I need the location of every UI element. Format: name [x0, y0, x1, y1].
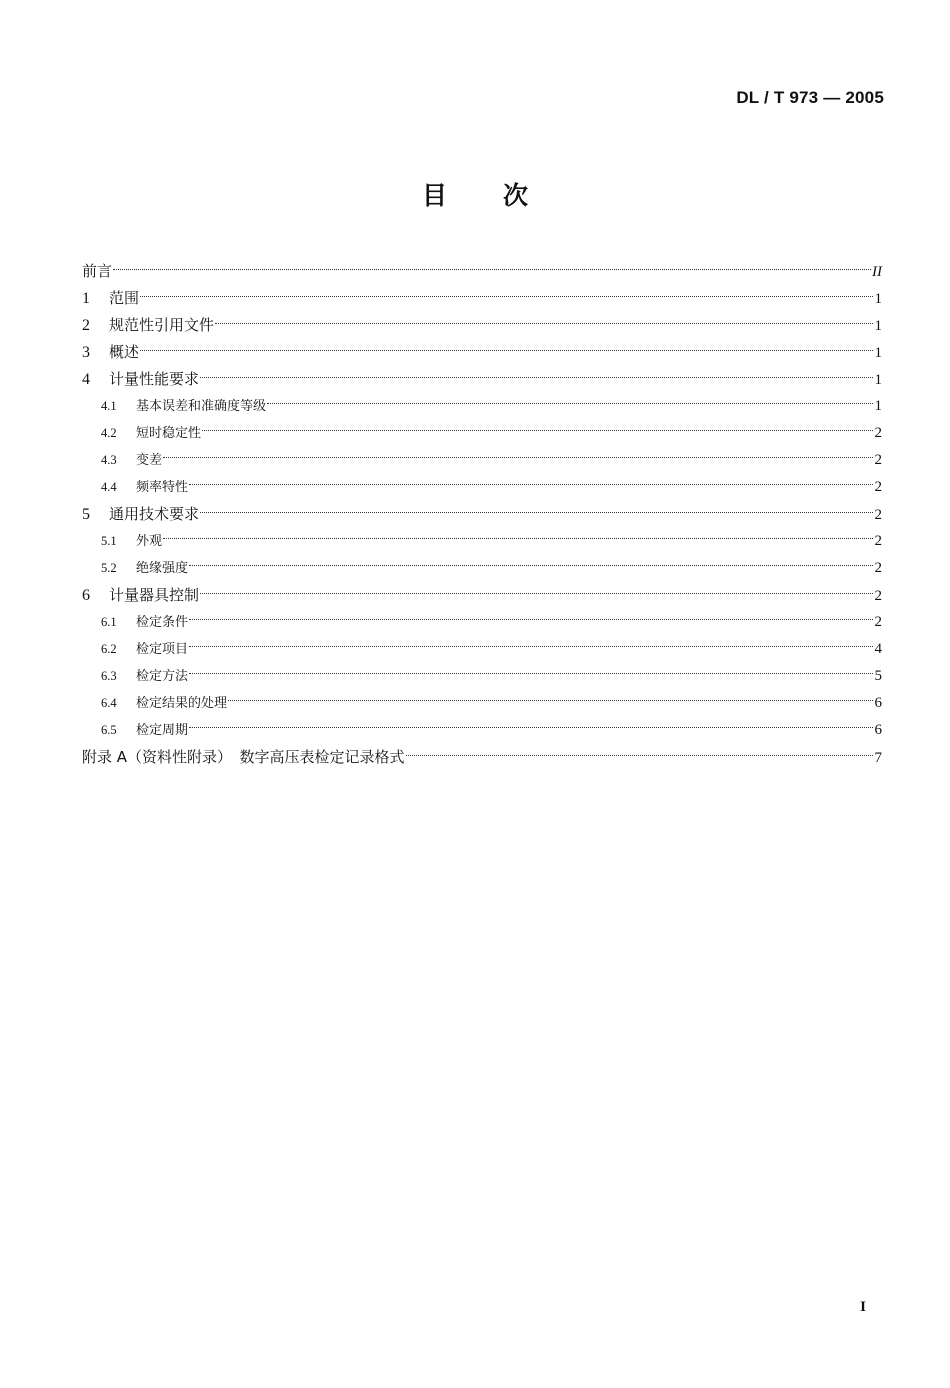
toc-entry[interactable] — [82, 393, 882, 420]
toc-entry-title: 概述 — [109, 343, 140, 361]
toc-entry-title: 前言 — [82, 262, 113, 280]
toc-entry-title: 规范性引用文件 — [109, 316, 215, 334]
toc-entry-title: 附录 A（资料性附录） 数字高压表检定记录格式 — [82, 748, 405, 766]
toc-entry[interactable] — [82, 555, 882, 582]
toc-entry[interactable] — [82, 636, 882, 663]
toc-leader-dots — [189, 619, 873, 620]
toc-entry-number: 4.1 — [101, 399, 117, 413]
toc-entry[interactable] — [82, 501, 882, 528]
toc-entry-page: 2 — [874, 452, 882, 468]
toc-entry-page: 2 — [874, 425, 882, 441]
toc-entry[interactable] — [82, 447, 882, 474]
toc-entry-title: 检定项目 — [136, 642, 189, 657]
toc-leader-dots — [202, 430, 873, 431]
toc-entry-page: 2 — [874, 507, 882, 523]
toc-entry-number: 4.3 — [101, 453, 117, 467]
toc-entry-title: 范围 — [109, 289, 140, 307]
toc-entry-number: 2 — [82, 317, 90, 334]
toc-entry-page: 4 — [874, 641, 882, 657]
toc-leader-dots — [200, 512, 873, 513]
document-code: DL / T 973 — 2005 — [736, 88, 884, 107]
toc-entry-number: 4.4 — [101, 480, 117, 494]
toc-entry-title: 变差 — [136, 453, 163, 468]
toc-entry-page: 6 — [874, 722, 882, 738]
toc-leader-dots — [228, 700, 873, 701]
toc-entry-number: 6.2 — [101, 642, 117, 656]
toc-entry-title: 外观 — [136, 534, 163, 549]
toc-entry-number: 6.4 — [101, 696, 117, 710]
toc-leader-dots — [215, 323, 873, 324]
toc-entry-page: 5 — [874, 668, 882, 684]
toc-leader-dots — [189, 673, 873, 674]
toc-entry[interactable] — [82, 366, 882, 393]
toc-entry-number: 3 — [82, 344, 90, 361]
toc-entry-page: 2 — [874, 479, 882, 495]
toc-entry-number: 5.1 — [101, 534, 117, 548]
toc-entry-title: 频率特性 — [136, 480, 189, 495]
toc-entry-title: 检定周期 — [136, 723, 189, 738]
toc-entry-number: 5 — [82, 506, 90, 523]
toc-leader-dots — [189, 646, 873, 647]
toc-entry-title: 计量性能要求 — [109, 370, 200, 388]
toc-entry-page: 1 — [874, 318, 882, 334]
toc-entry[interactable] — [82, 690, 882, 717]
toc-entry-title: 短时稳定性 — [136, 426, 202, 441]
toc-leader-dots — [267, 403, 873, 404]
toc-entry-number: 6.3 — [101, 669, 117, 683]
toc-entry-page: 1 — [874, 291, 882, 307]
toc-entry-page: 2 — [874, 588, 882, 604]
toc-entry[interactable] — [82, 582, 882, 609]
toc-leader-dots — [140, 350, 873, 351]
toc-leader-dots — [189, 565, 873, 566]
toc-entry-number: 4 — [82, 371, 90, 388]
toc-entry-number: 6.1 — [101, 615, 117, 629]
toc-entry-page: 2 — [874, 560, 882, 576]
toc-entry-number: 4.2 — [101, 426, 117, 440]
toc-entry-number: 5.2 — [101, 561, 117, 575]
toc-entry-title: 检定方法 — [136, 669, 189, 684]
toc-entry-page: 2 — [874, 614, 882, 630]
toc-leader-dots — [189, 727, 873, 728]
toc-leader-dots — [163, 457, 873, 458]
table-of-contents — [82, 258, 882, 771]
toc-leader-dots — [200, 593, 873, 594]
toc-leader-dots — [140, 296, 873, 297]
toc-entry-page: 1 — [874, 372, 882, 388]
toc-entry[interactable] — [82, 528, 882, 555]
toc-entry-title: 检定条件 — [136, 615, 189, 630]
page-number: I — [860, 1299, 866, 1315]
toc-entry-page: II — [872, 264, 882, 280]
toc-entry-title: 检定结果的处理 — [136, 696, 228, 711]
toc-entry-page: 1 — [874, 398, 882, 414]
toc-leader-dots — [113, 269, 871, 270]
toc-entry-page: 1 — [874, 345, 882, 361]
toc-leader-dots — [189, 484, 873, 485]
toc-entry[interactable] — [82, 609, 882, 636]
page-title: 目次 — [421, 181, 584, 210]
toc-entry[interactable] — [82, 474, 882, 501]
toc-leader-dots — [200, 377, 873, 378]
toc-entry-number: 6.5 — [101, 723, 117, 737]
toc-entry-title: 计量器具控制 — [109, 586, 200, 604]
toc-entry[interactable] — [82, 285, 882, 312]
toc-entry-title: 基本误差和准确度等级 — [136, 399, 267, 414]
toc-entry-page: 6 — [874, 695, 882, 711]
toc-entry-page: 2 — [874, 533, 882, 549]
toc-entry[interactable] — [82, 663, 882, 690]
toc-entry-title: 绝缘强度 — [136, 561, 189, 576]
toc-entry[interactable] — [82, 420, 882, 447]
toc-entry[interactable] — [82, 717, 882, 744]
toc-leader-dots — [406, 755, 873, 756]
toc-entry[interactable] — [82, 312, 882, 339]
toc-entry[interactable] — [82, 258, 882, 285]
toc-leader-dots — [163, 538, 873, 539]
toc-entry-number: 6 — [82, 587, 90, 604]
toc-entry-page: 7 — [874, 750, 882, 766]
toc-entry-title: 通用技术要求 — [109, 505, 200, 523]
toc-entry-number: 1 — [82, 290, 90, 307]
toc-entry[interactable] — [82, 339, 882, 366]
toc-entry[interactable] — [82, 744, 882, 771]
